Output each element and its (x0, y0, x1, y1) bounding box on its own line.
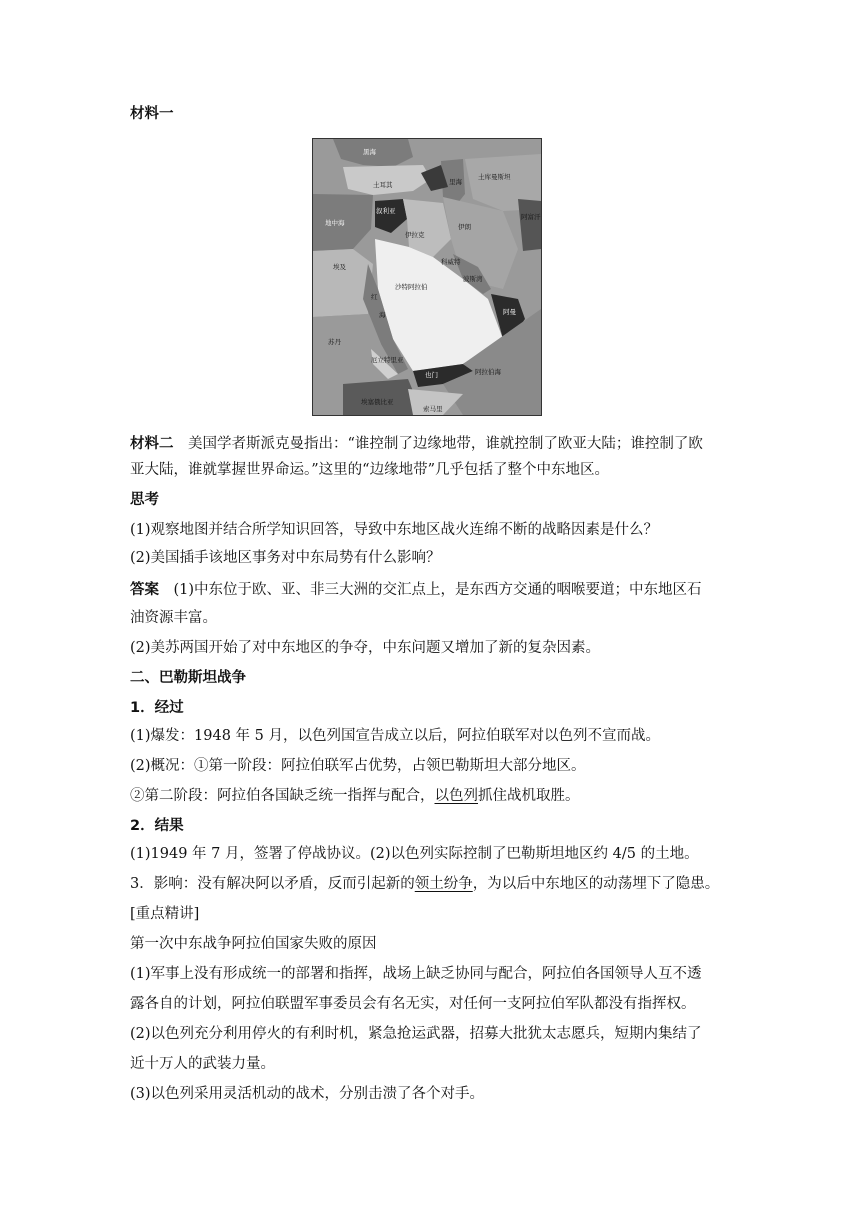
answer-2: (2)美苏两国开始了对中东地区的争夺，中东问题又增加了新的复杂因素。 (130, 640, 601, 656)
map-label-sudan: 苏丹 (328, 338, 341, 346)
map-label-persian-gulf: 波斯湾 (463, 275, 483, 283)
map-label-caspian: 里海 (449, 178, 462, 186)
s3-pre: 3．影响：没有解决阿以矛盾，反而引起新的 (130, 876, 415, 892)
key-2-line1: (2)以色列充分利用停火的有利时机，紧急抢运武器，招募大批犹太志愿兵，短期内集结了 (130, 1026, 702, 1042)
map-label-mediterranean: 地中海 (325, 219, 345, 227)
think-heading: 思考 (130, 492, 159, 508)
map-label-ethiopia: 埃塞俄比亚 (361, 398, 394, 406)
think-question-1: (1)观察地图并结合所学知识回答，导致中东地区战火连绵不断的战略因素是什么？ (130, 522, 659, 538)
material1-heading: 材料一 (130, 106, 174, 122)
map-label-turkmenistan: 土库曼斯坦 (478, 173, 511, 181)
material2-line1 (130, 434, 703, 454)
section2-sub2: 2．结果 (130, 818, 184, 834)
key-title: 第一次中东战争阿拉伯国家失败的原因 (130, 936, 377, 952)
map-label-afghanistan: 阿富汗 (521, 213, 541, 221)
think-question-2: (2)美国插手该地区事务对中东局势有什么影响？ (130, 550, 441, 566)
material2-line2: 亚大陆，谁就掌握世界命运。”这里的“边缘地带”几乎包括了整个中东地区。 (130, 462, 609, 478)
material2-text-1: 美国学者斯派克曼指出：“谁控制了边缘地带，谁就控制了欧亚大陆；谁控制了欧 (188, 436, 703, 452)
answer-label: 答案 (130, 582, 159, 598)
s3-underline: 领土纷争 (414, 876, 473, 892)
section2-item-2: (2)概况：①第一阶段：阿拉伯联军占优势，占领巴勒斯坦大部分地区。 (130, 758, 586, 774)
key-3: (3)以色列采用灵活机动的战术，分别击溃了各个对手。 (130, 1086, 485, 1102)
map-label-kuwait: 科威特 (441, 258, 461, 266)
map-label-iran: 伊朗 (458, 223, 471, 231)
map-label-black-sea: 黑海 (363, 148, 376, 156)
section2-heading: 二、巴勒斯坦战争 (130, 670, 246, 686)
key-1-line1: (1)军事上没有形成统一的部署和指挥，战场上缺乏协同与配合，阿拉伯各国领导人互不透 (130, 966, 702, 982)
section2-item-3 (130, 786, 580, 806)
middle-east-map (312, 138, 542, 416)
map-label-eritrea: 厄立特里亚 (371, 356, 404, 364)
map-label-oman: 阿曼 (503, 308, 516, 316)
s3-post: ，为以后中东地区的动荡埋下了隐患。 (472, 876, 720, 892)
map-label-saudi: 沙特阿拉伯 (395, 283, 428, 291)
section2-sub1: 1．经过 (130, 700, 184, 716)
map-label-turkey: 土耳其 (373, 181, 393, 189)
map-label-egypt: 埃及 (333, 263, 346, 271)
s1-3-post: 抓住战机取胜。 (478, 788, 580, 804)
map-label-yemen: 也门 (425, 371, 438, 379)
material2-label: 材料二 (130, 436, 174, 452)
map-label-arabian-sea: 阿拉伯海 (475, 368, 501, 376)
map-label-syria: 叙利亚 (376, 207, 396, 215)
map-label-iraq: 伊拉克 (405, 231, 425, 239)
map-label-somalia: 索马里 (423, 405, 443, 413)
s1-3-pre: ②第二阶段：阿拉伯各国缺乏统一指挥与配合， (130, 788, 435, 804)
key-1-line2: 露各自的计划，阿拉伯联盟军事委员会有名无实，对任何一支阿拉伯军队都没有指挥权。 (130, 996, 696, 1012)
map-label-sea: 海 (379, 311, 386, 319)
section2-result: (1)1949 年 7 月，签署了停战协议。(2)以色列实际控制了巴勒斯坦地区约 4/5 的土地。 (130, 846, 699, 862)
map-label-red: 红 (371, 293, 378, 301)
key-heading: [重点精讲] (130, 906, 200, 922)
section2-impact (130, 874, 719, 894)
section2-item-1: (1)爆发：1948 年 5 月，以色列国宣告成立以后，阿拉伯联军对以色列不宣而战。 (130, 728, 660, 744)
answer-1-text: (1)中东位于欧、亚、非三大洲的交汇点上，是东西方交通的咽喉要道；中东地区石 (173, 582, 702, 598)
key-2-line2: 近十万人的武装力量。 (130, 1056, 275, 1072)
answer-line1 (130, 580, 702, 600)
map-graphic (313, 139, 541, 415)
answer-line2: 油资源丰富。 (130, 610, 217, 626)
s1-3-underline: 以色列 (434, 788, 478, 804)
